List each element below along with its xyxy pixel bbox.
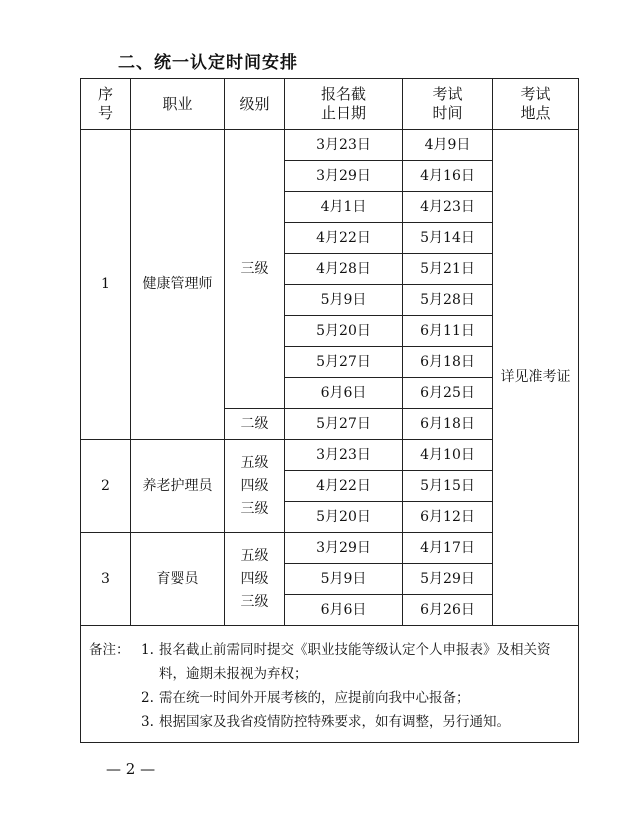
note-number: 3. xyxy=(141,714,154,730)
exam-time-cell: 5月29日 xyxy=(403,564,493,595)
header-deadline: 报名截 止日期 xyxy=(285,79,403,130)
exam-time-cell: 6月11日 xyxy=(403,316,493,347)
location-cell: 详见准考证 xyxy=(493,130,579,626)
note-text: 报名截止前需同时提交《职业技能等级认定个人申报表》及相关资料，逾期未报视为弃权； xyxy=(159,642,551,682)
deadline-cell: 6月6日 xyxy=(285,595,403,626)
level-label: 五级 xyxy=(240,547,269,564)
level-label: 四级 xyxy=(240,477,269,494)
deadline-cell: 3月23日 xyxy=(285,130,403,161)
occupation-cell: 健康管理师 xyxy=(131,130,225,440)
occupation-cell: 育婴员 xyxy=(131,533,225,626)
deadline-cell: 5月20日 xyxy=(285,316,403,347)
header-exam-time: 考试 时间 xyxy=(403,79,493,130)
exam-time-cell: 4月16日 xyxy=(403,161,493,192)
level-cell xyxy=(225,130,285,409)
note-item xyxy=(89,686,570,710)
level-label: 三级 xyxy=(240,500,269,517)
exam-time-cell: 4月23日 xyxy=(403,192,493,223)
header-level: 级别 xyxy=(225,79,285,130)
table-header-row xyxy=(81,79,579,130)
exam-time-cell: 4月10日 xyxy=(403,440,493,471)
exam-time-cell: 5月21日 xyxy=(403,254,493,285)
deadline-cell: 3月29日 xyxy=(285,161,403,192)
header-occupation: 职业 xyxy=(131,79,225,130)
schedule-table xyxy=(80,78,579,743)
note-text: 需在统一时间外开展考核的，应提前向我中心报备； xyxy=(159,690,470,706)
note-prefix xyxy=(89,686,141,710)
note-number: 2. xyxy=(141,690,154,706)
exam-time-cell: 5月14日 xyxy=(403,223,493,254)
note-item xyxy=(89,638,570,686)
header-location: 考试 地点 xyxy=(493,79,579,130)
level-cell xyxy=(225,409,285,440)
section-heading: 二、统一认定时间安排 xyxy=(118,53,298,73)
deadline-cell: 4月1日 xyxy=(285,192,403,223)
level-cell xyxy=(225,440,285,533)
note-prefix: 备注： xyxy=(89,642,130,658)
exam-time-cell: 6月25日 xyxy=(403,378,493,409)
exam-time-cell: 4月9日 xyxy=(403,130,493,161)
occupation-cell: 养老护理员 xyxy=(131,440,225,533)
page-number: — 2 — xyxy=(106,760,156,778)
deadline-cell: 3月29日 xyxy=(285,533,403,564)
header-seq: 序 号 xyxy=(81,79,131,130)
note-item xyxy=(89,710,570,734)
note-number: 1. xyxy=(141,642,154,658)
notes-cell xyxy=(81,626,579,743)
level-label: 四级 xyxy=(240,570,269,587)
exam-time-cell: 6月26日 xyxy=(403,595,493,626)
seq-cell: 2 xyxy=(81,440,131,533)
exam-time-cell: 6月18日 xyxy=(403,347,493,378)
deadline-cell: 5月9日 xyxy=(285,285,403,316)
deadline-cell: 3月23日 xyxy=(285,440,403,471)
deadline-cell: 5月9日 xyxy=(285,564,403,595)
exam-time-cell: 5月28日 xyxy=(403,285,493,316)
level-label: 五级 xyxy=(240,454,269,471)
notes-row xyxy=(81,626,579,743)
deadline-cell: 4月22日 xyxy=(285,471,403,502)
level-label: 三级 xyxy=(240,260,269,277)
deadline-cell: 6月6日 xyxy=(285,378,403,409)
exam-time-cell: 4月17日 xyxy=(403,533,493,564)
exam-time-cell: 5月15日 xyxy=(403,471,493,502)
deadline-cell: 5月27日 xyxy=(285,409,403,440)
seq-cell: 1 xyxy=(81,130,131,440)
seq-cell: 3 xyxy=(81,533,131,626)
exam-time-cell: 6月12日 xyxy=(403,502,493,533)
note-prefix xyxy=(89,710,141,734)
deadline-cell: 5月27日 xyxy=(285,347,403,378)
note-text: 根据国家及我省疫情防控特殊要求，如有调整，另行通知。 xyxy=(159,714,510,730)
exam-time-cell: 6月18日 xyxy=(403,409,493,440)
deadline-cell: 5月20日 xyxy=(285,502,403,533)
table-row xyxy=(81,130,579,161)
level-label: 二级 xyxy=(240,415,269,432)
level-label: 三级 xyxy=(240,593,269,610)
deadline-cell: 4月28日 xyxy=(285,254,403,285)
level-cell xyxy=(225,533,285,626)
deadline-cell: 4月22日 xyxy=(285,223,403,254)
